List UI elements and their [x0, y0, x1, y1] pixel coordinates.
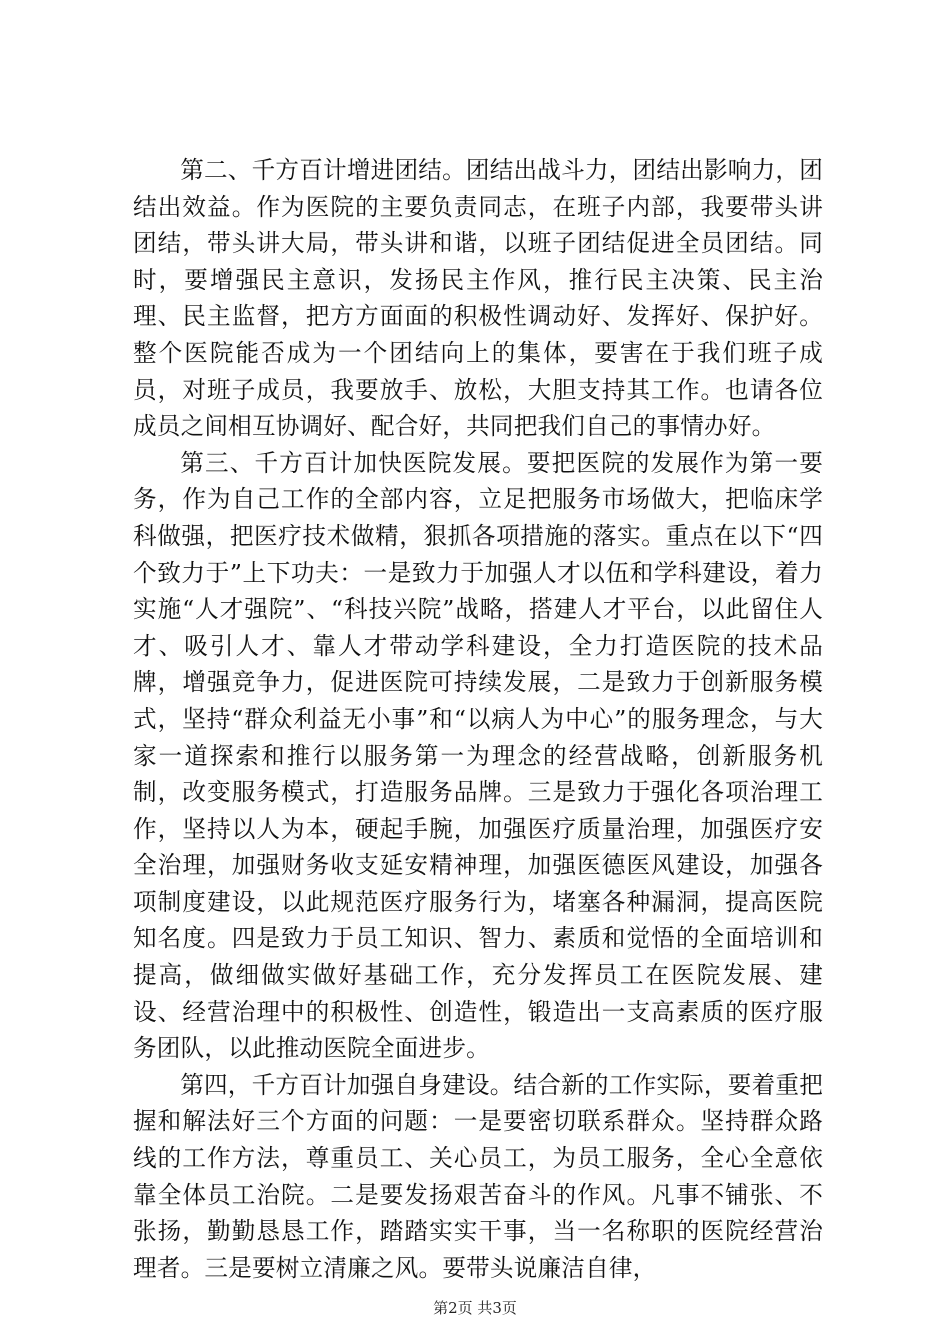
page-number-footer: 第2页 共3页	[433, 1299, 517, 1317]
paragraph-self-building: 第四，千方百计加强自身建设。结合新的工作实际，要着重把握和解法好三个方面的问题：一是要密切联系群众。坚持群众路线的工作方法，尊重员工、关心员工，为员工服务，全心全意依靠全体员工治院。二是要发扬艰苦奋斗的作风。凡事不铺张、不张扬，勤勤恳恳工作，踏踏实实干事，当一名称职的医院经营治理者。三是要树立清廉之风。要带头说廉洁自律，	[133, 1070, 823, 1282]
paragraph-unity: 第二、千方百计增进团结。团结出战斗力，团结出影响力，团结出效益。作为医院的主要负责同志，在班子内部，我要带头讲团结，带头讲大局，带头讲和谐，以班子团结促进全员团结。同时，要增强民主意识，发扬民主作风，推行民主决策、民主治理、民主监督，把方方面面的积极性调动好、发挥好、保护好。整个医院能否成为一个团结向上的集体，要害在于我们班子成员，对班子成员，我要放手、放松，大胆支持其工作。也请各位成员之间相互协调好、配合好，共同把我们自己的事情办好。	[133, 156, 823, 441]
body-text	[133, 152, 823, 1286]
paragraph-development: 第三、千方百计加快医院发展。要把医院的发展作为第一要务，作为自己工作的全部内容，立足把服务市场做大，把临床学科做强，把医疗技术做精，狠抓各项措施的落实。重点在以下“四个致力于”上下功夫：一是致力于加强人才以伍和学科建设，着力实施“人才强院”、“科技兴院”战略，搭建人才平台，以此留住人才、吸引人才、靠人才带动学科建设，全力打造医院的技术品牌，增强竞争力，促进医院可持续发展，二是致力于创新服务模式，坚持“群众利益无小事”和“以病人为中心”的服务理念，与大家一道探索和推行以服务第一为理念的经营战略，创新服务机制，改变服务模式，打造服务品牌。三是致力于强化各项治理工作，坚持以人为本，硬起手腕，加强医疗质量治理，加强医疗安全治理，加强财务收支延安精神理，加强医德医风建设，加强各项制度建设，以此规范医疗服务行为，堵塞各种漏洞，提高医院知名度。四是致力于员工知识、智力、素质和觉悟的全面培训和提高，做细做实做好基础工作，充分发挥员工在医院发展、建设、经营治理中的积极性、创造性，锻造出一支高素质的医疗服务团队，以此推动医院全面进步。	[133, 448, 823, 1063]
